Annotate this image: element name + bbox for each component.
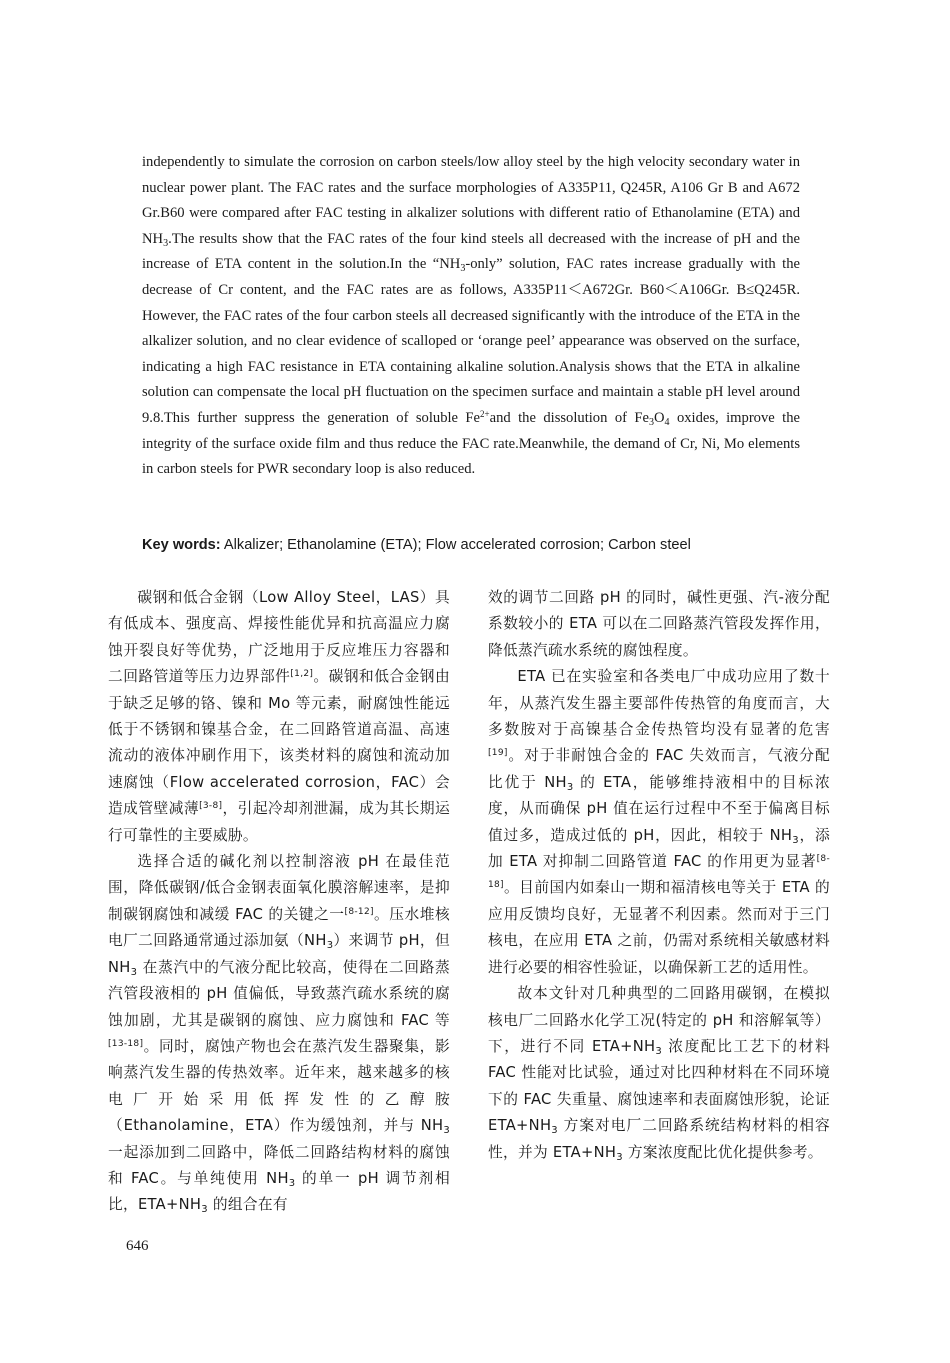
body-column-left <box>108 585 450 1219</box>
keywords-label: Key words: <box>142 537 221 553</box>
body-paragraph: ETA 已在实验室和各类电厂中成功应用了数十年，从蒸汽发生器主要部件传热管的角度而言，大多数胺对于高镍基合金传热管均没有显著的危害[19]。对于非耐蚀合金的 FAC 失效而言，气液分配比优于 $NH_3$ 的 ETA，能够维持液相中的目标浓度，从而确保 pH 值在运行过程中不至于偏离目标值过多，造成过低的 pH，因此，相较于 $NH_3$，添加 ETA 对抑制二回路管道 FAC 的作用更为显著[8-18]。目前国内如秦山一期和福清核电等关于 ETA 的应用反馈均良好，无显著不利因素。然而对于三门核电，在应用 ETA 之前，仍需对系统相关敏感材料进行必要的相容性验证，以确保新工艺的适用性。 <box>488 668 830 976</box>
body-paragraph: 碳钢和低合金钢（Low Alloy Steel，LAS）具有低成本、强度高、焊接性能优异和抗高温应力腐蚀开裂良好等优势，广泛地用于反应堆压力容器和二回路管道等压力边界部件[1,2]。碳钢和低合金钢由于缺乏足够的铬、镍和 Mo 等元素，耐腐蚀性能远低于不锈钢和镍基合金，在二回路管道高温、高速流动的液体冲刷作用下，该类材料的腐蚀和流动加速腐蚀（Flow accelerated corrosion，FAC）会造成管壁减薄[3-8]，引起冷却剂泄漏，成为其长期运行可靠性的主要威胁。 <box>108 589 450 844</box>
abstract-paragraph: independently to simulate the corrosion on carbon steels/low alloy steel by the high velocity secondary water in nuclear power plant. The FAC rates and the surface morphologies of A335P11, Q245R, A106 Gr B and A672 Gr.B60 were compared after FAC testing in alkalizer solutions with different ratio of Ethanolamine (ETA) and $NH_3.The$ results show that the FAC rates of the four kind steels all decreased with the increase of pH and the increase of ETA content in the solution.In the “$NH_3$-only” solution, FAC rates increase gradually with the decrease of Cr content, and the FAC rates are as follows, A335P11＜A672Gr. B60＜A106Gr. B≤Q245R. However, the FAC rates of the four carbon steels all decreased significantly with the introduce of the ETA in the alkalizer solution, and no clear evidence of scalloped or ‘orange peel’ appearance was observed on the surface, indicating a high FAC resistance in ETA containing alkaline solution.Analysis shows that the ETA in alkaline solution can compensate the local pH fluctuation on the specimen surface and maintain a stable pH level around 9.8.This further suppress the generation of soluble $Fe^{2+}and$ the dissolution of $Fe_3O_4$ oxides, improve the integrity of the surface oxide film and thus reduce the FAC rate.Meanwhile, the demand of Cr, Ni, Mo elements in carbon steels for PWR secondary loop is also reduced. <box>142 154 800 478</box>
abstract-text <box>142 150 800 483</box>
body-column-right <box>488 585 830 1166</box>
keywords-list: Alkalizer; Ethanolamine (ETA); Flow accelerated corrosion; Carbon steel <box>220 537 691 553</box>
body-paragraph: 选择合适的碱化剂以控制溶液 pH 在最佳范围，降低碳钢/低合金钢表面氧化膜溶解速率，是抑制碳钢腐蚀和减缓 FAC 的关键之一[8-12]。压水堆核电厂二回路通常通过添加氨$(NH_3)$来调节 pH，但 $NH_3$ 在蒸汽中的气液分配比较高，使得在二回路蒸汽管段液相的 pH 值偏低，导致蒸汽疏水系统的腐蚀加剧，尤其是碳钢的腐蚀、应力腐蚀和 FAC 等[13-18]。同时，腐蚀产物也会在蒸汽发生器聚集，影响蒸汽发生器的传热效率。近年来，越来越多的核电厂开始采用低挥发性的乙醇胺（Ethanolamine，ETA）作为缓蚀剂，并与 $NH_3$ 一起添加到二回路中，降低二回路结构材料的腐蚀和 FAC。与单纯使用 $NH_3$ 的单一 pH 调节剂相比，$ETA+NH_3$ 的组合在有 <box>108 853 450 1216</box>
keywords <box>142 533 802 558</box>
body-paragraph: 故本文针对几种典型的二回路用碳钢，在模拟核电厂二回路水化学工况(特定的 pH 和溶解氧等）下，进行不同 $ETA+NH_3$ 浓度配比工艺下的材料 FAC 性能对比试验，通过对比四种材料在不同环境下的 FAC 失重量、腐蚀速率和表面腐蚀形貌，论证 $ETA+NH_3$ 方案对电厂二回路系统结构材料的相容性，并为 $ETA+NH_3$ 方案浓度配比优化提供参考。 <box>488 985 830 1163</box>
body-paragraph: 效的调节二回路 pH 的同时，碱性更强、汽-液分配系数较小的 ETA 可以在二回路蒸汽管段发挥作用，降低蒸汽疏水系统的腐蚀程度。 <box>488 589 830 659</box>
page-number: 646 <box>126 1238 149 1254</box>
